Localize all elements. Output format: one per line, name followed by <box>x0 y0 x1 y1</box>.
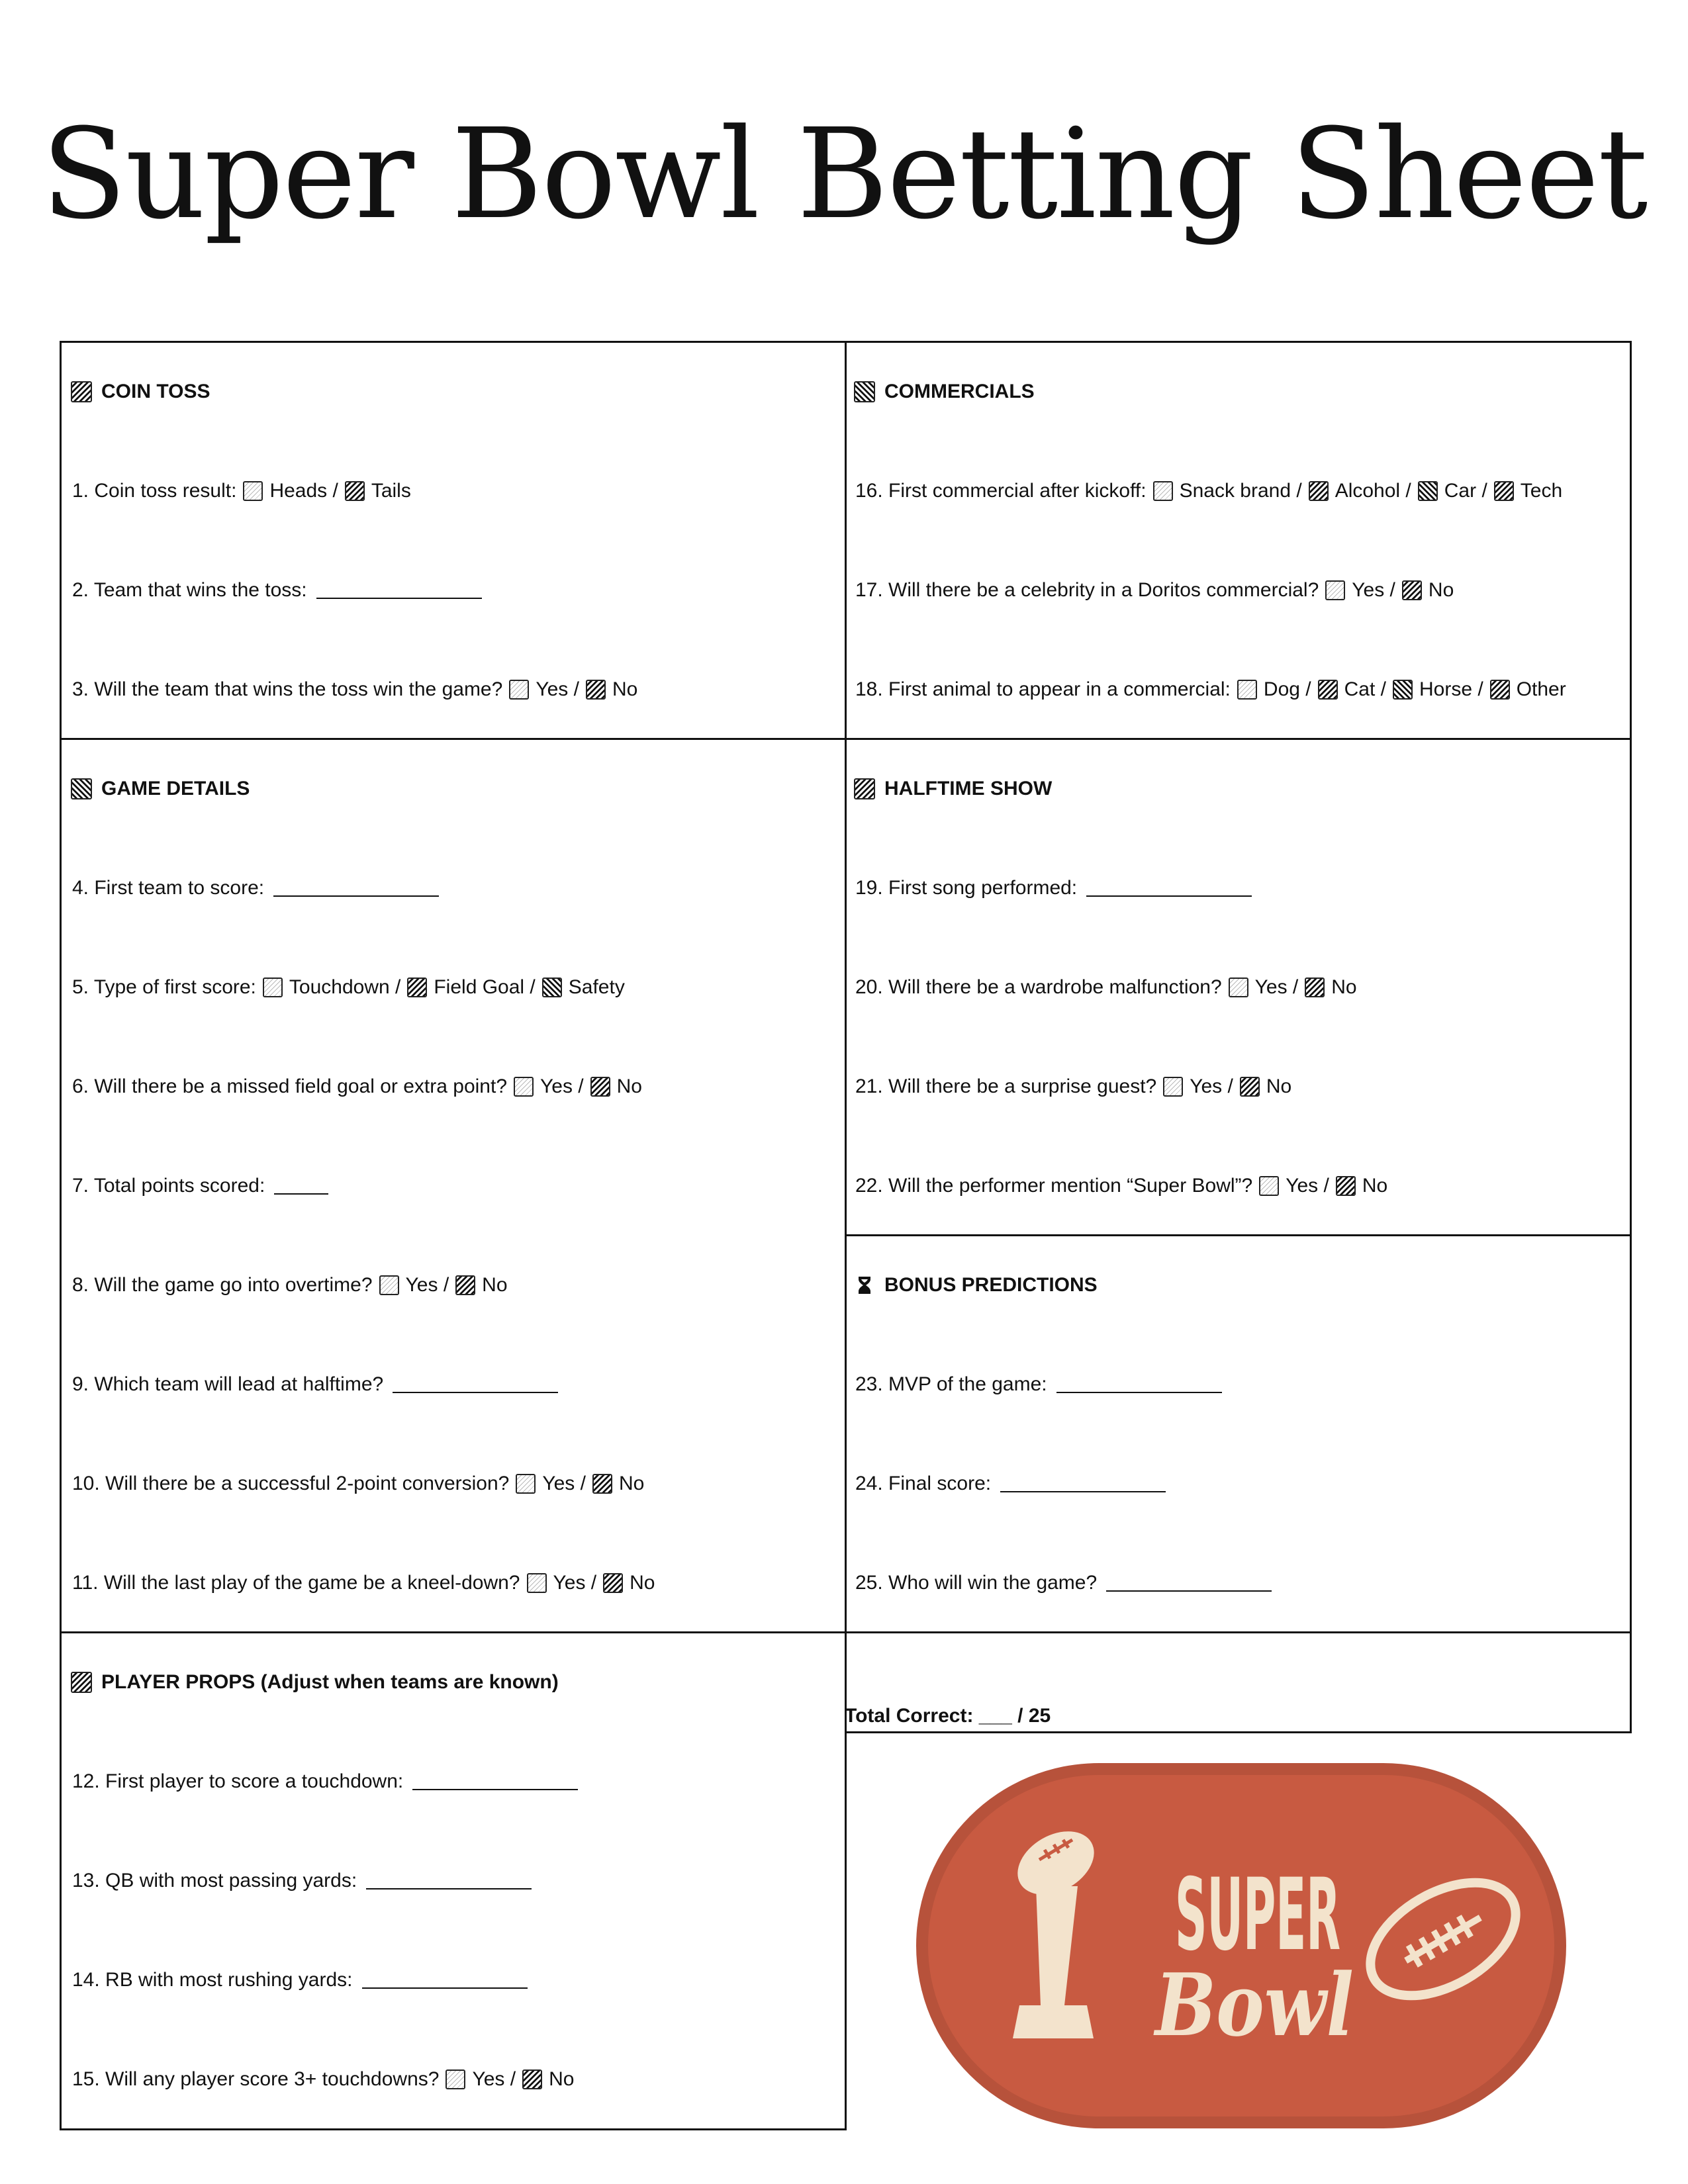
game-details-heading: GAME DETAILS <box>71 778 250 800</box>
total-correct: Total Correct: ___ / 25 <box>845 1705 1051 1727</box>
checkbox-icon[interactable] <box>345 481 365 501</box>
coin-toss-section <box>60 341 847 738</box>
question-5: 5. Type of first score: Touchdown / Field Goal / Safety <box>72 976 625 998</box>
alcohol-option[interactable]: Alcohol / <box>1309 480 1411 502</box>
player-props-section <box>60 1631 847 2130</box>
cat-option[interactable]: Cat / <box>1318 678 1386 701</box>
checkbox-icon[interactable] <box>445 2070 465 2089</box>
yes-option[interactable]: Yes / <box>1229 976 1299 999</box>
no-option[interactable]: No <box>1336 1175 1387 1197</box>
question-13: 13. QB with most passing yards: <box>72 1870 532 1892</box>
checkbox-icon[interactable] <box>379 1275 399 1295</box>
checkbox-icon[interactable] <box>1309 481 1329 501</box>
car-option[interactable]: Car / <box>1418 480 1487 502</box>
no-option[interactable]: No <box>1402 579 1454 602</box>
question-16: 16. First commercial after kickoff: Snack brand / Alcohol / Car / Tech <box>855 480 1563 502</box>
checkbox-icon[interactable] <box>455 1275 475 1295</box>
yes-option[interactable]: Yes / <box>514 1075 584 1098</box>
question-12: 12. First player to score a touchdown: <box>72 1770 578 1793</box>
dog-option[interactable]: Dog / <box>1237 678 1311 701</box>
checkbox-icon[interactable] <box>243 481 263 501</box>
checkbox-icon[interactable] <box>407 978 427 997</box>
answer-blank[interactable] <box>412 1786 578 1790</box>
no-option[interactable]: No <box>522 2068 574 2091</box>
commercials-heading: COMMERCIALS <box>854 381 1035 403</box>
checkbox-icon[interactable] <box>1318 680 1338 700</box>
checkbox-icon[interactable] <box>509 680 529 700</box>
total-section <box>845 1631 1632 1733</box>
coin-toss-icon <box>71 381 92 402</box>
checkbox-icon[interactable] <box>1490 680 1510 700</box>
checkbox-icon[interactable] <box>1153 481 1173 501</box>
checkbox-icon[interactable] <box>590 1077 610 1097</box>
yes-option[interactable]: Yes / <box>1163 1075 1233 1098</box>
no-option[interactable]: No <box>586 678 637 701</box>
logo-bowl-text: Bowl <box>1152 1954 1354 2056</box>
question-4: 4. First team to score: <box>72 877 439 899</box>
question-15: 15. Will any player score 3+ touchdowns? Yes / No <box>72 2068 575 2090</box>
checkbox-icon[interactable] <box>1229 978 1248 997</box>
checkbox-icon[interactable] <box>514 1077 534 1097</box>
super-bowl-logo <box>914 1760 1569 2131</box>
answer-blank[interactable] <box>273 893 439 897</box>
question-10: 10. Will there be a successful 2-point conversion? Yes / No <box>72 1473 645 1494</box>
question-1: 1. Coin toss result: Heads / Tails <box>72 480 411 502</box>
answer-blank[interactable] <box>274 1191 328 1195</box>
player-props-icon <box>71 1672 92 1693</box>
yes-option[interactable]: Yes / <box>379 1274 449 1297</box>
coin-toss-heading: COIN TOSS <box>71 381 210 403</box>
question-18: 18. First animal to appear in a commercial: Dog / Cat / Horse / Other <box>855 678 1566 700</box>
checkbox-icon[interactable] <box>527 1573 547 1593</box>
halftime-heading: HALFTIME SHOW <box>854 778 1052 800</box>
halftime-icon <box>854 778 875 799</box>
checkbox-icon[interactable] <box>592 1474 612 1494</box>
yes-option[interactable]: Yes / <box>1259 1175 1329 1197</box>
heads-option[interactable]: Heads / <box>243 480 338 502</box>
checkbox-icon[interactable] <box>586 680 606 700</box>
checkbox-icon[interactable] <box>1393 680 1413 700</box>
snack-option[interactable]: Snack brand / <box>1153 480 1302 502</box>
question-22: 22. Will the performer mention “Super Bowl”? Yes / No <box>855 1175 1388 1197</box>
no-option[interactable]: No <box>592 1473 644 1495</box>
no-option[interactable]: No <box>590 1075 642 1098</box>
no-option[interactable]: No <box>1305 976 1356 999</box>
question-6: 6. Will there be a missed field goal or extra point? Yes / No <box>72 1075 642 1097</box>
question-21: 21. Will there be a surprise guest? Yes / No <box>855 1075 1292 1097</box>
question-2: 2. Team that wins the toss: <box>72 579 482 602</box>
question-19: 19. First song performed: <box>855 877 1252 899</box>
answer-blank[interactable] <box>316 595 482 599</box>
question-17: 17. Will there be a celebrity in a Doritos commercial? Yes / No <box>855 579 1454 601</box>
question-14: 14. RB with most rushing yards: <box>72 1969 528 1991</box>
checkbox-icon[interactable] <box>1259 1176 1279 1196</box>
checkbox-icon[interactable] <box>542 978 562 997</box>
yes-option[interactable]: Yes / <box>445 2068 516 2091</box>
bonus-section <box>845 1234 1632 1631</box>
checkbox-icon[interactable] <box>1163 1077 1183 1097</box>
checkbox-icon[interactable] <box>1402 580 1422 600</box>
no-option[interactable]: No <box>603 1572 655 1594</box>
game-details-section <box>60 738 847 1631</box>
answer-blank[interactable] <box>393 1389 558 1393</box>
answer-blank[interactable] <box>362 1985 528 1989</box>
other-option[interactable]: Other <box>1490 678 1566 701</box>
tails-option[interactable]: Tails <box>345 480 411 502</box>
field-goal-option[interactable]: Field Goal / <box>407 976 535 999</box>
question-11: 11. Will the last play of the game be a kneel-down? Yes / No <box>72 1572 655 1594</box>
question-3: 3. Will the team that wins the toss win the game? Yes / No <box>72 678 638 700</box>
question-25: 25. Who will win the game? <box>855 1572 1272 1594</box>
tech-option[interactable]: Tech <box>1494 480 1562 502</box>
answer-blank[interactable] <box>1106 1588 1272 1592</box>
checkbox-icon[interactable] <box>263 978 283 997</box>
page-title: Super Bowl Betting Sheet <box>41 102 1647 247</box>
checkbox-icon[interactable] <box>522 2070 542 2089</box>
no-option[interactable]: No <box>455 1274 507 1297</box>
checkbox-icon[interactable] <box>516 1474 536 1494</box>
question-7: 7. Total points scored: <box>72 1175 328 1197</box>
question-24: 24. Final score: <box>855 1473 1166 1495</box>
player-props-heading: PLAYER PROPS (Adjust when teams are known) <box>71 1671 559 1694</box>
bonus-heading: BONUS PREDICTIONS <box>854 1274 1098 1297</box>
yes-option[interactable]: Yes / <box>509 678 579 701</box>
commercials-icon <box>854 381 875 402</box>
checkbox-icon[interactable] <box>1237 680 1257 700</box>
checkbox-icon[interactable] <box>1494 481 1514 501</box>
logo-super-text: SUPER <box>1175 1858 1340 1973</box>
checkbox-icon[interactable] <box>1336 1176 1356 1196</box>
yes-option[interactable]: Yes / <box>516 1473 586 1495</box>
answer-blank[interactable] <box>366 1886 532 1889</box>
checkbox-icon[interactable] <box>1305 978 1325 997</box>
safety-option[interactable]: Safety <box>542 976 625 999</box>
answer-blank[interactable] <box>1000 1488 1166 1492</box>
checkbox-icon[interactable] <box>1418 481 1438 501</box>
commercials-section <box>845 341 1632 738</box>
yes-option[interactable]: Yes / <box>1325 579 1395 602</box>
question-8: 8. Will the game go into overtime? Yes / No <box>72 1274 508 1296</box>
game-details-icon <box>71 778 92 799</box>
answer-blank[interactable] <box>1056 1389 1222 1393</box>
question-9: 9. Which team will lead at halftime? <box>72 1373 558 1396</box>
checkbox-icon[interactable] <box>1325 580 1345 600</box>
horse-option[interactable]: Horse / <box>1393 678 1483 701</box>
answer-blank[interactable] <box>1086 893 1252 897</box>
question-23: 23. MVP of the game: <box>855 1373 1222 1396</box>
hourglass-icon <box>854 1275 875 1296</box>
checkbox-icon[interactable] <box>1240 1077 1260 1097</box>
question-20: 20. Will there be a wardrobe malfunction? Yes / No <box>855 976 1357 998</box>
halftime-section <box>845 738 1632 1234</box>
yes-option[interactable]: Yes / <box>527 1572 597 1594</box>
checkbox-icon[interactable] <box>603 1573 623 1593</box>
no-option[interactable]: No <box>1240 1075 1291 1098</box>
touchdown-option[interactable]: Touchdown / <box>263 976 400 999</box>
